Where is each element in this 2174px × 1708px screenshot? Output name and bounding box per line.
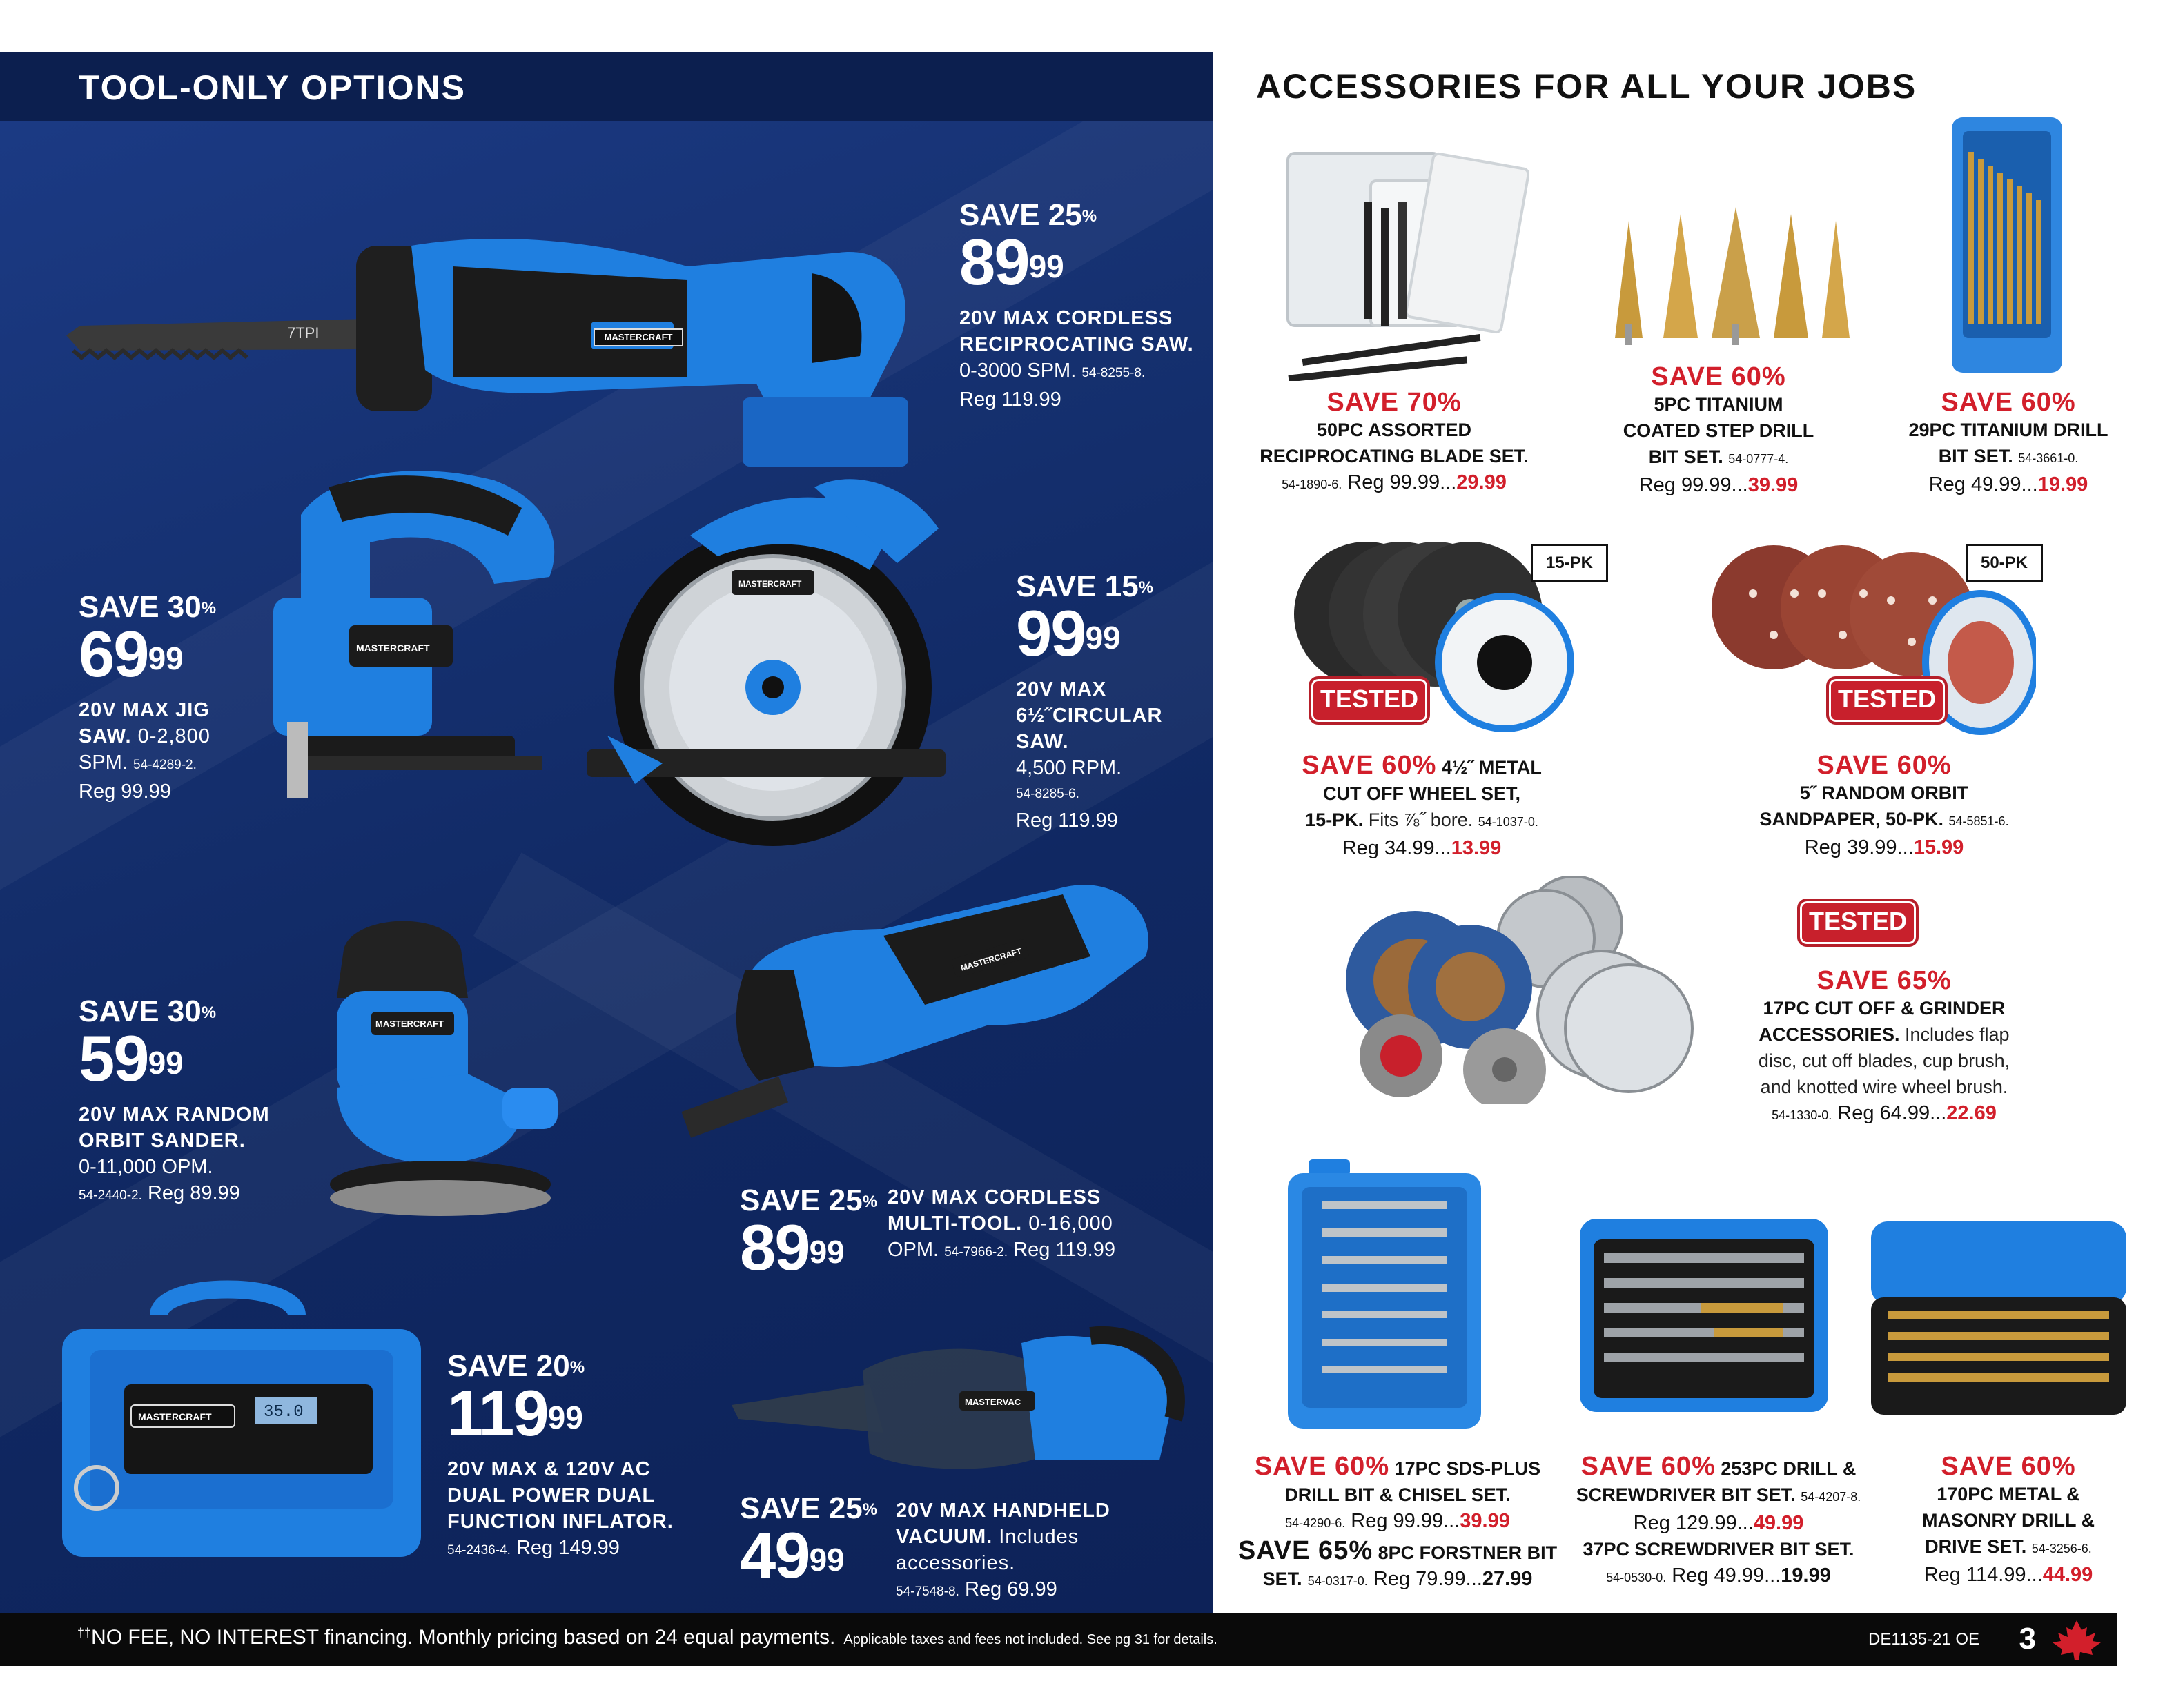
product-name: 20V MAX CORDLESS: [959, 307, 1173, 329]
save-percent: SAVE 25%: [740, 1491, 878, 1525]
product-name: MULTI-TOOL. 0-16,000: [888, 1213, 1113, 1235]
product-name: 20V MAX CORDLESS: [888, 1186, 1101, 1208]
titanium-drill-bit-case-image: [1945, 110, 2069, 386]
deal-reciprocating-saw: [959, 199, 1194, 413]
maple-leaf-logo-icon: [2051, 1619, 2102, 1662]
product-name: COATED STEP DRILL: [1623, 420, 1814, 441]
regular-price: Reg 119.99: [1016, 809, 1118, 832]
deal-multi-tool-details: [888, 1184, 1191, 1266]
product-spec: OPM. 54-7966-2. Reg 119.99: [888, 1239, 1115, 1261]
sale-price: $49^{99}$: [740, 1519, 845, 1591]
price-line: Reg 39.99...15.99: [1804, 836, 1964, 858]
regular-price: 54-2440-2. Reg 89.99: [79, 1182, 240, 1204]
svg-text:MASTERCRAFT: MASTERCRAFT: [356, 642, 430, 654]
deal-jig-saw: [79, 591, 216, 805]
regular-price: 54-2436-4. Reg 149.99: [447, 1537, 620, 1559]
left-section-title: TOOL-ONLY OPTIONS: [79, 68, 466, 107]
title-line: SAVE 60% 4½˝ METAL: [1302, 751, 1542, 780]
accessory-cut-off-wheels: [1263, 751, 1580, 861]
product-name: MASONRY DRILL &: [1921, 1510, 2095, 1531]
right-section-title: ACCESSORIES FOR ALL YOUR JOBS: [1256, 67, 1917, 106]
product-name: ORBIT SANDER.: [79, 1130, 246, 1152]
product-name: BIT SET. 54-3661-0.: [1938, 446, 2079, 467]
inflator-image: [48, 1267, 435, 1571]
regular-price: 54-7548-8. Reg 69.99: [896, 1578, 1057, 1600]
price-line: 54-1330-0. Reg 64.99...22.69: [1772, 1102, 1997, 1124]
save-percent: SAVE 70%: [1326, 388, 1462, 417]
deal-inflator: [447, 1350, 674, 1564]
regular-price: Reg 99.99: [79, 781, 171, 803]
price-line: Reg 114.99...44.99: [1923, 1564, 2093, 1586]
financing-note: ††NO FEE, NO INTEREST financing. Monthly pricing based on 24 equal payments. Applicable taxes and fees not included. See pg 31 for details.: [77, 1626, 1217, 1649]
pack-size-tag: 15-PK: [1531, 544, 1608, 582]
regular-price: Reg 119.99: [959, 389, 1061, 411]
product-spec: SPM. 54-4289-2.: [79, 752, 197, 774]
svg-text:7TPI: 7TPI: [287, 324, 320, 342]
svg-text:35.0: 35.0: [264, 1403, 304, 1422]
product-name: DUAL POWER DUAL: [447, 1484, 656, 1506]
price-line: Reg 99.99...39.99: [1638, 474, 1799, 496]
svg-text:MASTERCRAFT: MASTERCRAFT: [138, 1411, 212, 1422]
accessory-grinder-set: [1705, 966, 2064, 1128]
product-name: BIT SET. 54-0777-4.: [1648, 446, 1789, 467]
multi-tool-image: [676, 832, 1159, 1177]
product-name: VACUUM. Includes accessories.: [896, 1526, 1079, 1574]
save-percent: SAVE 15%: [1016, 569, 1154, 603]
reciprocating-saw-image: [66, 190, 936, 480]
product-name: ACCESSORIES. Includes flap: [1759, 1024, 2010, 1045]
sale-price: $59^{99}$: [79, 1022, 184, 1095]
deal-multi-tool: [740, 1184, 878, 1284]
handheld-vacuum-image: [732, 1315, 1187, 1509]
svg-text:MASTERCRAFT: MASTERCRAFT: [959, 946, 1023, 973]
title-line: SAVE 60% 253PC DRILL &: [1580, 1452, 1857, 1481]
price-line: Reg 34.99...13.99: [1342, 837, 1502, 859]
save-percent: SAVE 60%: [1941, 1452, 2076, 1481]
product-name: 20V MAX JIG: [79, 699, 210, 721]
page-number: 3: [2019, 1622, 2036, 1656]
sale-price: $89^{99}$: [740, 1211, 845, 1284]
accessory-sandpaper: [1705, 751, 2064, 861]
product-spec: 4,500 RPM.: [1016, 757, 1122, 779]
random-orbit-sander-image: [323, 908, 571, 1233]
save-percent: SAVE 30%: [79, 994, 217, 1028]
circular-saw-image: [580, 460, 994, 874]
sale-price: $89^{99}$: [959, 226, 1064, 298]
save-percent: SAVE 60%: [1816, 751, 1952, 780]
tested-badge: TESTED: [1826, 676, 1948, 725]
svg-text:MASTERCRAFT: MASTERCRAFT: [375, 1019, 444, 1029]
deal-circular-saw: [1016, 570, 1162, 834]
sale-price: $69^{99}$: [79, 618, 184, 690]
product-name: SAW. 0-2,800: [79, 725, 210, 747]
product-description: disc, cut off blades, cup brush,: [1758, 1050, 2010, 1071]
footer-bar: [0, 1613, 2117, 1666]
product-name: 20V MAX: [1016, 678, 1107, 700]
brand-badge: MASTERCRAFT: [594, 328, 683, 346]
product-name: 5PC TITANIUM: [1654, 394, 1783, 415]
deal-vacuum: [740, 1491, 878, 1591]
price-line: 54-4290-6. Reg 99.99...39.99: [1285, 1510, 1510, 1532]
product-name: FUNCTION INFLATOR.: [447, 1511, 674, 1533]
product-name: RECIPROCATING SAW.: [959, 333, 1194, 355]
sale-price: $99^{99}$: [1016, 597, 1121, 669]
product-name: 5˝ RANDOM ORBIT: [1799, 783, 1969, 803]
tool-only-panel: [0, 52, 1213, 1613]
product-name: 20V MAX & 120V AC: [447, 1458, 651, 1480]
product-name: 17PC CUT OFF & GRINDER: [1763, 998, 2006, 1019]
tested-badge: TESTED: [1309, 676, 1430, 725]
product-name: RECIPROCATING BLADE SET.: [1260, 446, 1529, 467]
product-name: SANDPAPER, 50-PK. 54-5851-6.: [1759, 809, 2009, 830]
product-name: 29PC TITANIUM DRILL: [1908, 420, 2108, 440]
sds-plus-case-image: [1281, 1159, 1488, 1435]
jig-saw-image: [246, 460, 570, 805]
product-name: 170PC METAL &: [1937, 1484, 2080, 1504]
product-name: 15-PK. Fits ⅞˝ bore. 54-1037-0.: [1305, 809, 1538, 830]
deal-vacuum-details: [896, 1498, 1199, 1605]
title-line: SAVE 60% 17PC SDS-PLUS: [1254, 1452, 1541, 1481]
save-percent: SAVE 65%: [1816, 966, 1952, 995]
metal-masonry-case-image: [1868, 1215, 2130, 1429]
save-percent: SAVE 60%: [1941, 388, 2076, 417]
pack-size-tag: 50-PK: [1966, 544, 2043, 582]
product-name: 37PC SCREWDRIVER BIT SET.: [1583, 1539, 1854, 1560]
title-line: SAVE 65% 8PC FORSTNER BIT: [1237, 1536, 1558, 1565]
product-name: DRIVE SET. 54-3256-6.: [1925, 1536, 2092, 1557]
price-line: 54-1890-6. Reg 99.99...29.99: [1282, 471, 1507, 493]
price-line: Reg 129.99...49.99: [1633, 1512, 1804, 1534]
svg-text:MASTERCRAFT: MASTERCRAFT: [738, 579, 802, 589]
accessory-metal-masonry-set: [1877, 1452, 2139, 1588]
save-percent: SAVE 25%: [959, 198, 1097, 232]
tested-badge: TESTED: [1797, 899, 1919, 947]
grinder-accessories-image: [1339, 876, 1725, 1104]
product-name: CUT OFF WHEEL SET,: [1322, 783, 1520, 804]
save-percent: SAVE 25%: [740, 1184, 878, 1217]
save-percent: SAVE 20%: [447, 1349, 585, 1383]
price-line: SET. 54-0317-0. Reg 79.99...27.99: [1262, 1568, 1533, 1590]
deal-orbit-sander: [79, 995, 270, 1209]
price-line: Reg 49.99...19.99: [1928, 473, 2088, 495]
drill-screwdriver-case-image: [1576, 1212, 1832, 1426]
product-name: DRILL BIT & CHISEL SET.: [1284, 1484, 1511, 1505]
product-description: and knotted wire wheel brush.: [1760, 1077, 2008, 1097]
product-name: SAW.: [1016, 731, 1069, 753]
accessory-blade-set: [1249, 388, 1539, 498]
product-spec: 0-3000 SPM. 54-8255-8.: [959, 360, 1146, 382]
save-percent: SAVE 60%: [1651, 362, 1786, 391]
product-name: 50PC ASSORTED: [1316, 420, 1472, 440]
accessory-sds-plus-set: [1235, 1452, 1560, 1594]
blade-set-image: [1281, 146, 1529, 381]
accessory-step-drill-set: [1567, 362, 1870, 498]
product-name: 20V MAX HANDHELD: [896, 1500, 1110, 1522]
product-spec: 0-11,000 OPM.: [79, 1156, 213, 1178]
sale-price: $119^{99}$: [447, 1377, 583, 1449]
svg-text:MASTERVAC: MASTERVAC: [965, 1397, 1021, 1407]
step-drill-bits-image: [1601, 207, 1857, 345]
price-line: 54-0530-0. Reg 49.99...19.99: [1606, 1564, 1831, 1587]
accessory-drill-screwdriver-set: [1560, 1452, 1877, 1591]
save-percent: SAVE 30%: [79, 590, 217, 624]
product-name: 6½˝CIRCULAR: [1016, 705, 1163, 727]
product-name: SCREWDRIVER BIT SET. 54-4207-8.: [1576, 1484, 1861, 1505]
product-name: 20V MAX RANDOM: [79, 1103, 270, 1126]
accessory-titanium-drill-set: [1877, 388, 2139, 498]
product-sku: 54-8285-6.: [1016, 787, 1079, 801]
catalogue-code: DE1135-21 OE: [1868, 1630, 1979, 1649]
